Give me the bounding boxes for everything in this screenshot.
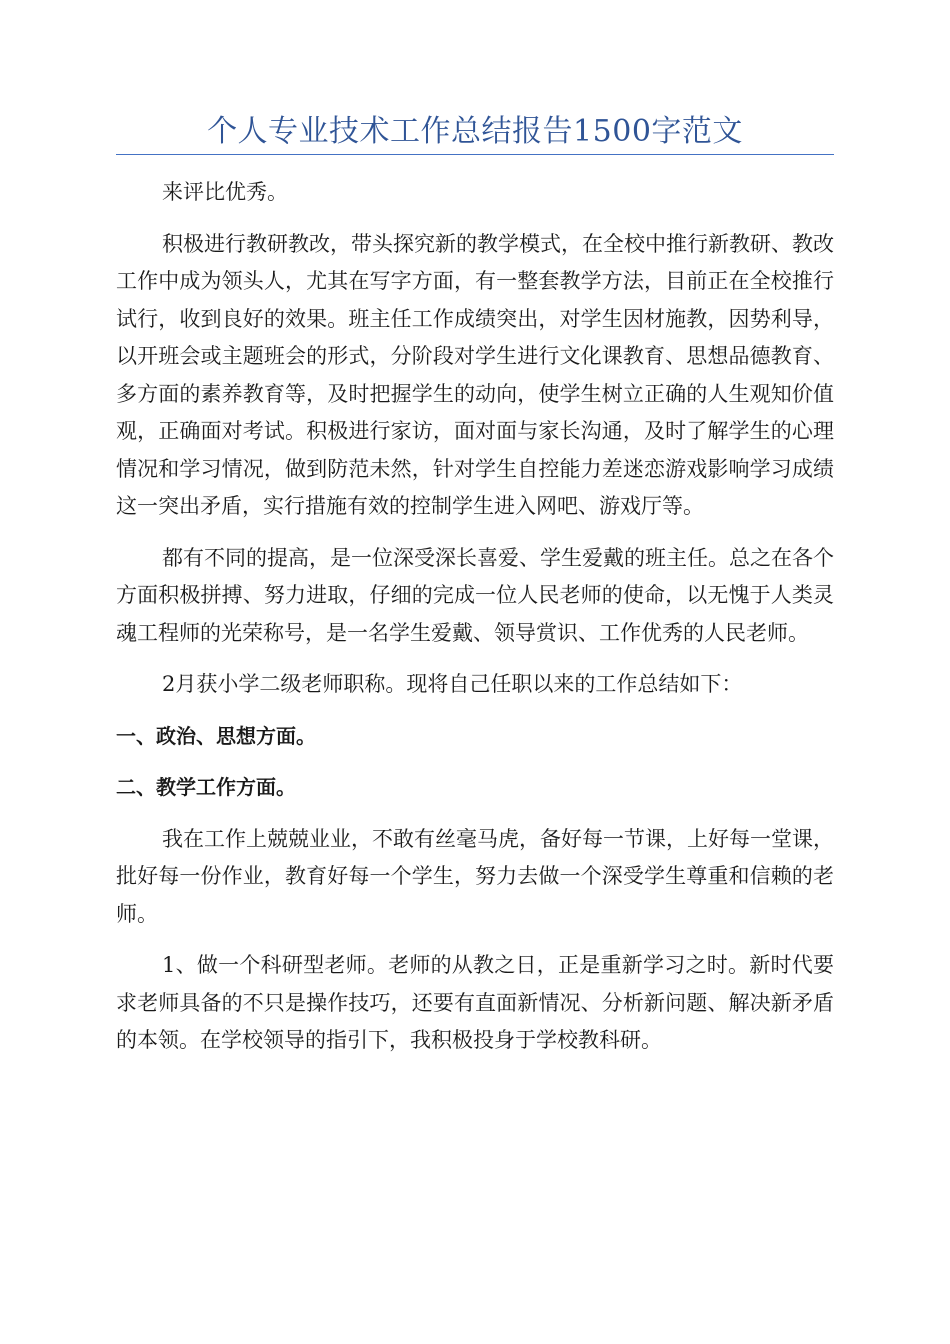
paragraph-1: 来评比优秀。 <box>162 180 288 204</box>
paragraph-2: 积极进行教研教改，带头探究新的教学模式，在全校中推行新教研、教改工作中成为领头人，尤其在写字方面，有一整套教学方法，目前正在全校推行试行，收到良好的效果。班主任工作成绩突出，对学生因材施教，因势利导，以开班会或主题班会的形式，分阶段对学生进行文化课教育、思想品德教育、多方面的素养教育等，及时把握学生的动向，使学生树立正确的人生观知价值观，正确面对考试。积极进行家访，面对面与家长沟通，及时了解学生的心理情况和学习情况，做到防范未然，针对学生自控能力差迷恋游戏影响学习成绩这一突出矛盾，实行措施有效的控制学生进入网吧、游戏厅等。 <box>116 231 834 518</box>
paragraph-6: 1、做一个科研型老师。老师的从教之日，正是重新学习之时。新时代要求老师具备的不只是操作技巧，还要有直面新情况、分析新问题、解决新矛盾的本领。在学校领导的指引下，我积极投身于学校教科研。 <box>116 953 834 1052</box>
document-title: 个人专业技术工作总结报告1500字范文 <box>207 114 743 149</box>
paragraph-3: 都有不同的提高，是一位深受深长喜爱、学生爱戴的班主任。总之在各个方面积极拼搏、努力进取，仔细的完成一位人民老师的使命，以无愧于人类灵魂工程师的光荣称号，是一名学生爱戴、领导赏识、工作优秀的人民老师。 <box>116 545 834 645</box>
document-body <box>116 174 834 1074</box>
title-underline <box>116 154 834 155</box>
paragraph-4: 2月获小学二级老师职称。现将自己任职以来的工作总结如下： <box>162 672 743 696</box>
section-heading-teaching: 二、教学工作方面。 <box>116 775 296 799</box>
paragraph-5: 我在工作上兢兢业业，不敢有丝毫马虎，备好每一节课，上好每一堂课，批好每一份作业，教育好每一个学生，努力去做一个深受学生尊重和信赖的老师。 <box>116 826 834 926</box>
section-heading-politics: 一、政治、思想方面。 <box>116 723 316 748</box>
